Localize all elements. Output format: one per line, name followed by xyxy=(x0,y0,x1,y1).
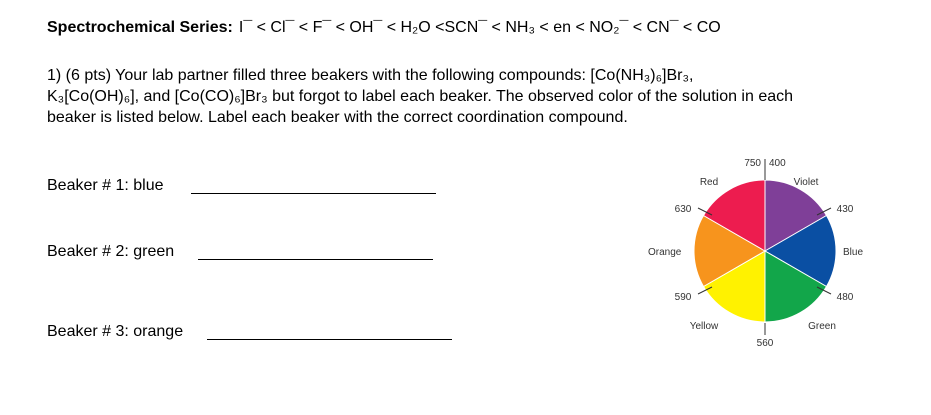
beaker-3-label: Beaker # 3: orange xyxy=(47,323,184,340)
wheel-tick-430: 430 xyxy=(836,204,854,215)
wheel-tick-560: 560 xyxy=(756,338,774,349)
wheel-label-violet: Violet xyxy=(793,177,819,188)
wheel-tick-480: 480 xyxy=(836,292,854,303)
question-line-2: K₃[Co(OH)₆], and [Co(CO)₆]Br₃ but forgot to label each beaker. The observed color of the solution in each xyxy=(47,88,794,105)
wheel-label-750: 750 xyxy=(744,158,761,169)
beaker-2-answer-line[interactable] xyxy=(198,259,433,260)
spectrochemical-series xyxy=(47,18,721,38)
color-wheel xyxy=(640,155,880,355)
series-order: I¯ < Cl¯ < F¯ < OH¯ < H₂O <SCN¯ < NH₃ < en < NO₂¯ < CN¯ < CO xyxy=(238,19,721,36)
series-label: Spectrochemical Series: xyxy=(47,19,233,36)
question-line-1: 1) (6 pts) Your lab partner filled three beakers with the following compounds: [Co(NH₃)₆]Br₃, xyxy=(47,67,694,84)
wheel-label-400: 400 xyxy=(769,158,786,169)
wheel-label-orange: Orange xyxy=(648,247,682,258)
question-line-3: beaker is listed below. Label each beaker with the correct coordination compound. xyxy=(47,109,628,126)
wheel-label-green: Green xyxy=(808,321,836,332)
wheel-tick-590: 590 xyxy=(674,292,692,303)
wheel-label-red: Red xyxy=(699,177,719,188)
beaker-2-label: Beaker # 2: green xyxy=(47,243,175,260)
beaker-1-label: Beaker # 1: blue xyxy=(47,177,164,194)
wheel-label-blue: Blue xyxy=(843,247,864,258)
wheel-tick-630: 630 xyxy=(674,204,692,215)
wheel-label-yellow: Yellow xyxy=(689,321,719,332)
beaker-3-answer-line[interactable] xyxy=(207,339,452,340)
beaker-1-answer-line[interactable] xyxy=(191,193,436,194)
question-text xyxy=(47,65,907,128)
